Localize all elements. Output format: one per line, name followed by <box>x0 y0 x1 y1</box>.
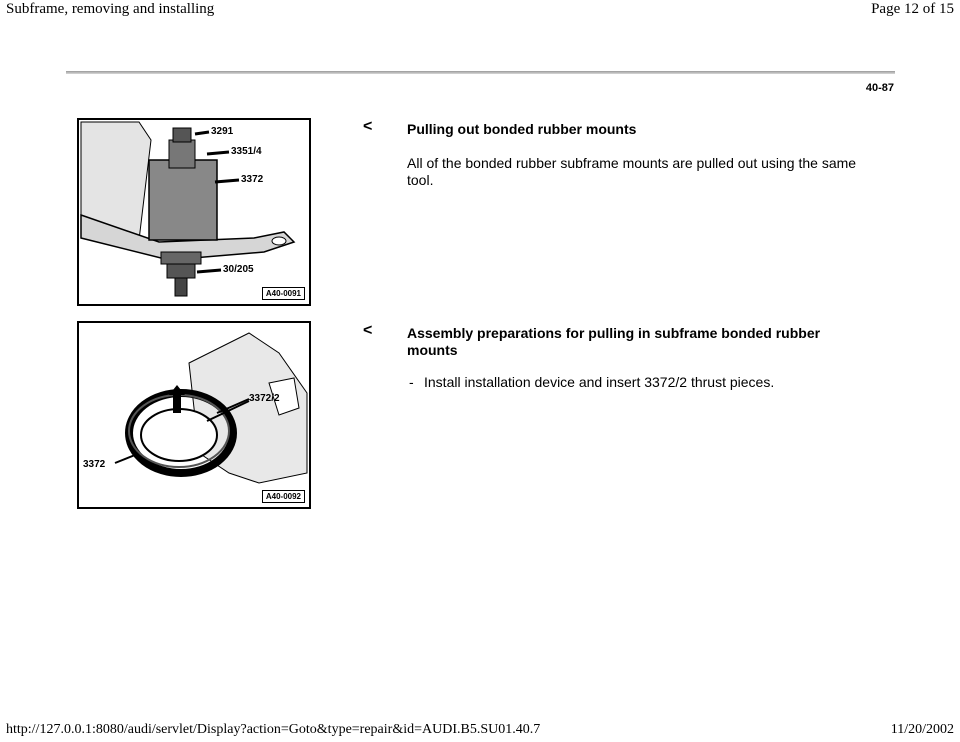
step-instruction: Install installation device and insert 3372/2 thrust pieces. <box>424 374 775 390</box>
section-heading: Pulling out bonded rubber mounts <box>407 121 637 137</box>
tool-label-3372-2: 3372/2 <box>249 393 280 404</box>
section-body: All of the bonded rubber subframe mounts are pulled out using the same tool. <box>407 155 857 188</box>
section-heading: Assembly preparations for pulling in subframe bonded rubber mounts <box>407 325 821 358</box>
tool-label-30-205: 30/205 <box>223 264 254 275</box>
section-page-number: 40-87 <box>865 82 894 94</box>
figure-id: A40-0092 <box>262 490 305 503</box>
mount-puller-illustration <box>79 120 309 304</box>
tool-label-3351-4: 3351/4 <box>231 146 262 157</box>
arrow-left-icon: < <box>363 322 373 339</box>
header-rule <box>66 71 895 74</box>
figure-bonded-mount-puller <box>77 118 311 306</box>
tool-label-3372: 3372 <box>83 459 106 470</box>
assembly-illustration <box>79 323 309 507</box>
figure-id: A40-0091 <box>262 287 305 300</box>
step-bullet: - <box>409 374 414 390</box>
figure-assembly-preparations <box>77 321 311 509</box>
page-indicator: Page 12 of 15 <box>871 1 954 17</box>
tool-label-3291: 3291 <box>211 126 234 137</box>
footer-url: http://127.0.0.1:8080/audi/servlet/Display?action=Goto&type=repair&id=AUDI.B5.SU01.40.7 <box>6 722 541 737</box>
arrow-left-icon: < <box>363 118 373 135</box>
footer-date: 11/20/2002 <box>890 722 954 737</box>
tool-label-3372: 3372 <box>241 174 264 185</box>
document-title: Subframe, removing and installing <box>6 1 215 17</box>
